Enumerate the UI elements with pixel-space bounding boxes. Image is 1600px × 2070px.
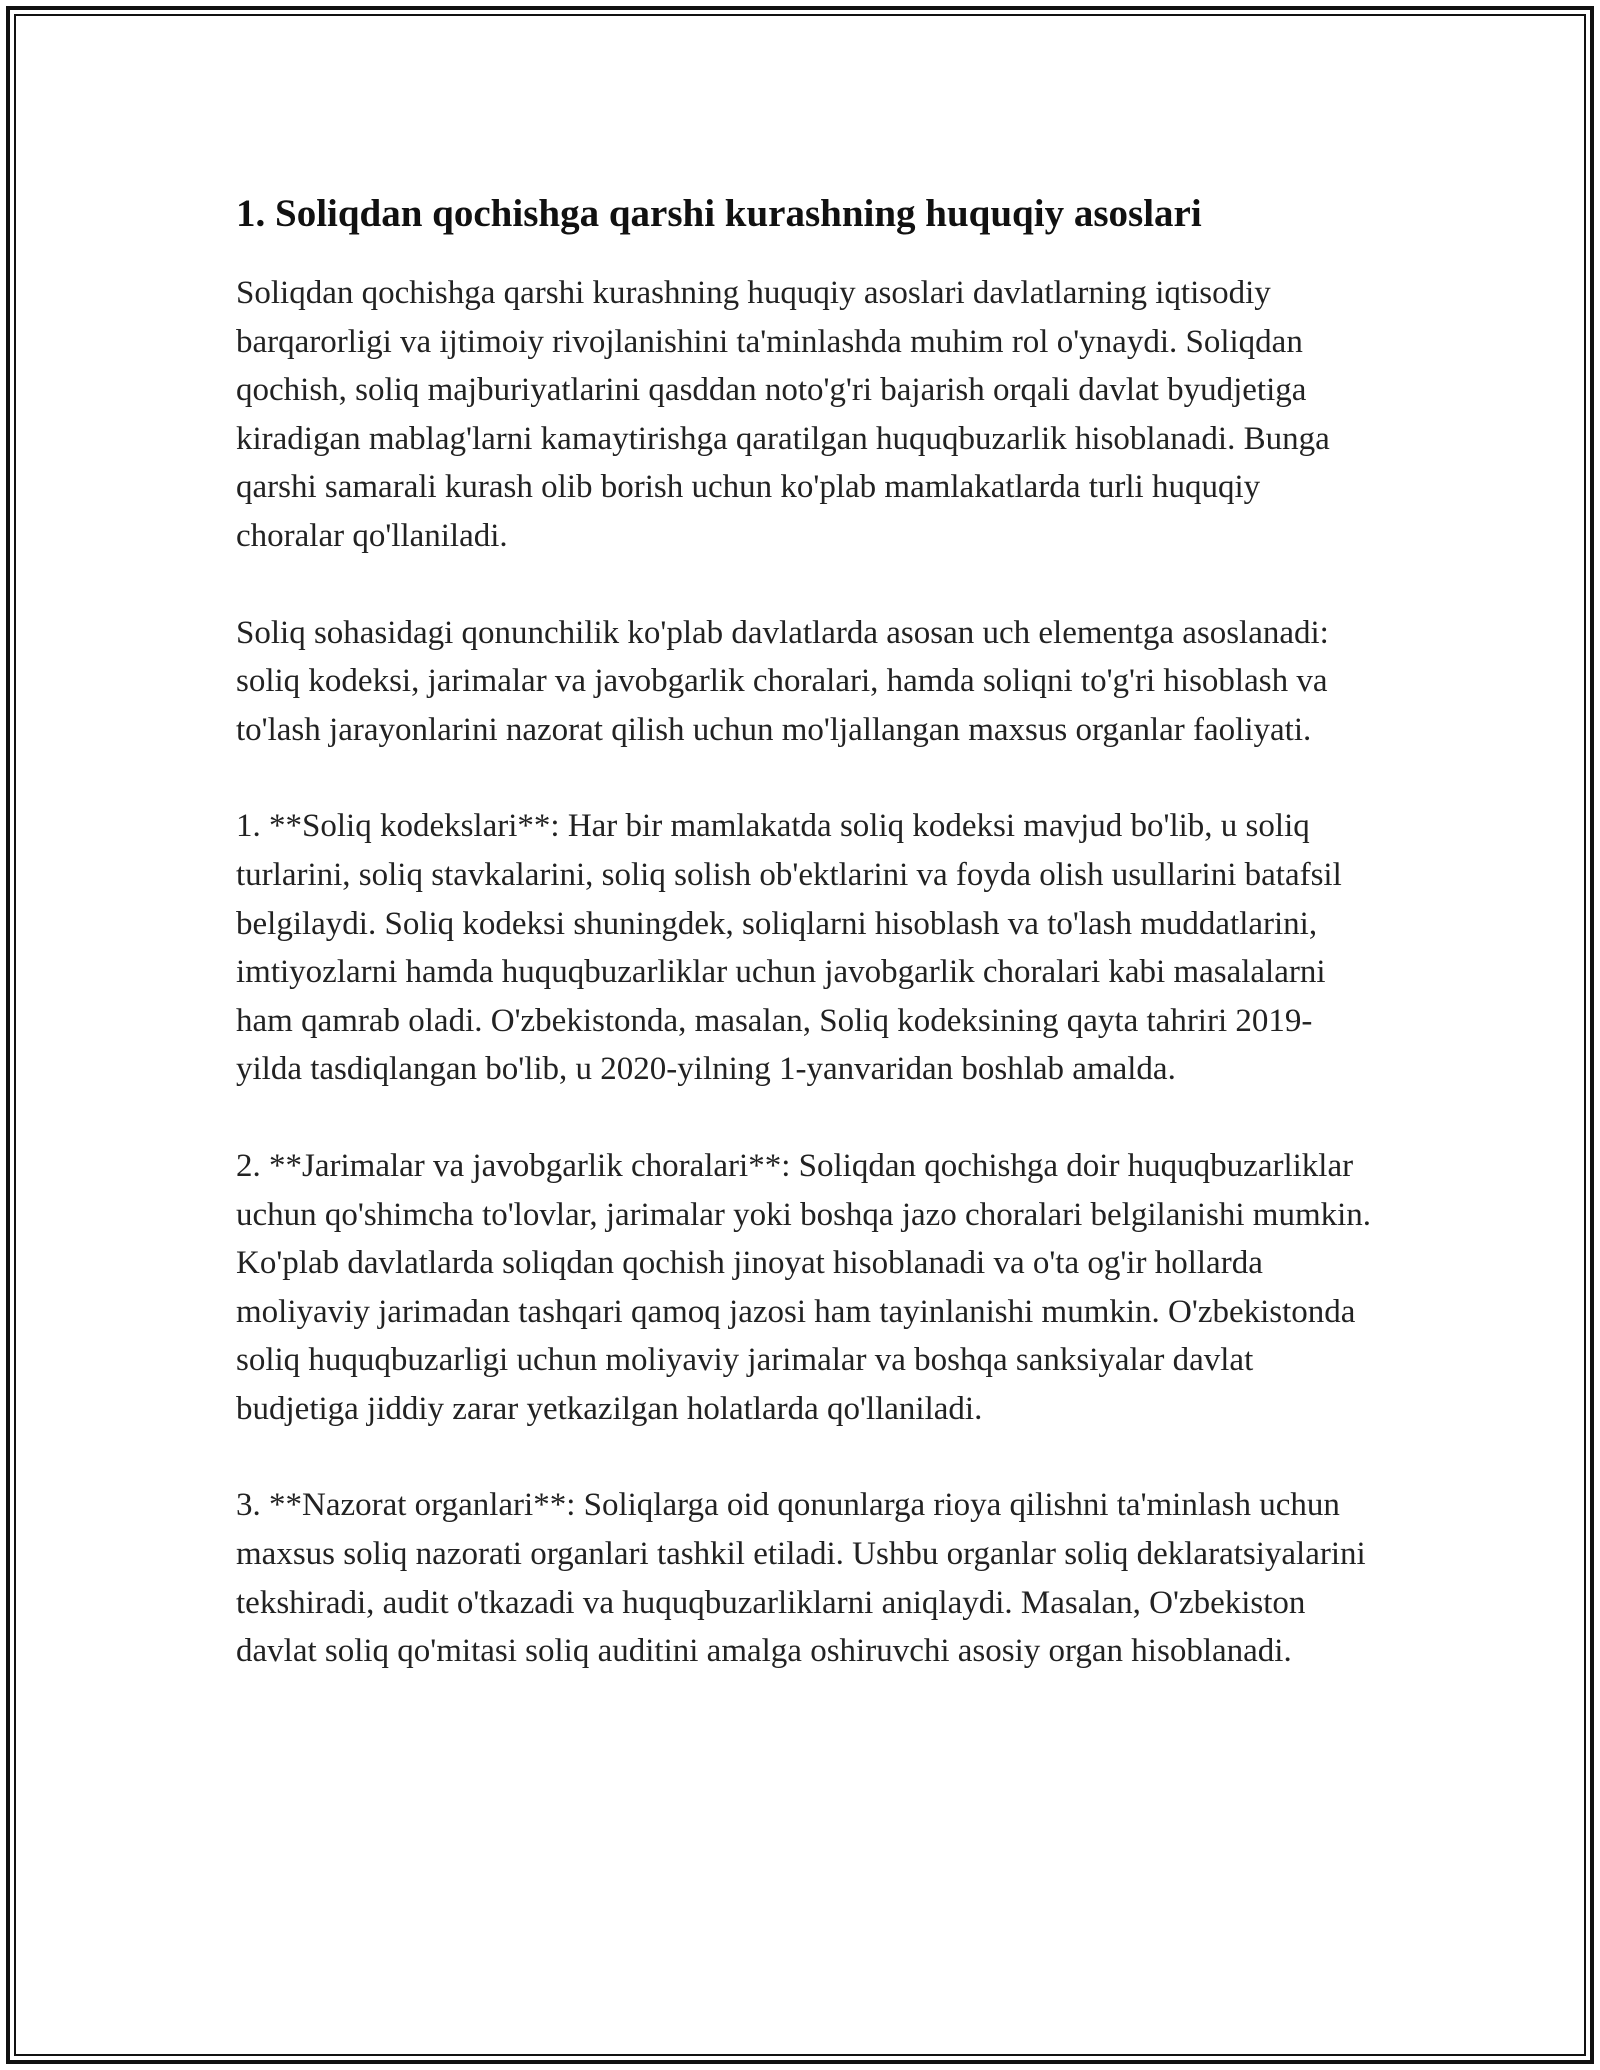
intro-paragraph: Soliqdan qochishga qarshi kurashning huquqiy asoslari davlatlarning iqtisodiy barqarorligi va ijtimoiy rivojlanishini ta'minlashda muhim rol o'ynaydi. Soliqdan qochish, soliq majburiyatlarini qasddan noto'g'ri bajarish orqali davlat byudjetiga kiradigan mablag'larni kamaytirishga qaratilgan huquqbuzarlik hisoblanadi. Bunga qarshi samarali kurash olib borish uchun ko'plab mamlakatlarda turli huquqiy choralar qo'llaniladi. (236, 275, 1330, 554)
control-bodies-paragraph: 3. **Nazorat organlari**: Soliqlarga oid qonunlarga rioya qilishni ta'minlash uchun maxsus soliq nazorati organlari tashkil etiladi. Ushbu organlar soliq deklaratsiyalarini tekshiradi, audit o'tkazadi va huquqbuzarliklarni aniqlaydi. Masalan, O'zbekiston davlat soliq qo'mitasi soliq auditini amalga oshiruvchi asosiy organ hisoblanadi. (236, 1487, 1366, 1670)
document-body (236, 185, 1376, 1724)
section-heading: 1. Soliqdan qochishga qarshi kurashning huquqiy asoslari (236, 192, 1202, 235)
tax-codes-paragraph: 1. **Soliq kodekslari**: Har bir mamlakatda soliq kodeksi mavjud bo'lib, u soliq turlarini, soliq stavkalarini, soliq solish ob'ektlarini va foyda olish usullarini batafsil belgilaydi. Soliq kodeksi shuningdek, soliqlarni hisoblash va to'lash muddatlarini, imtiyozlarni hamda huquqbuzarliklar uchun javobgarlik choralari kabi masalalarni ham qamrab oladi. O'zbekistonda, masalan, Soliq kodeksining qayta tahriri 2019-yilda tasdiqlangan bo'lib, u 2020-yilning 1-yanvaridan boshlab amalda. (236, 808, 1342, 1088)
legislation-paragraph: Soliq sohasidagi qonunchilik ko'plab davlatlarda asosan uch elementga asoslanadi: soliq kodeksi, jarimalar va javobgarlik choralari, hamda soliqni to'g'ri hisoblash va to'lash jarayonlarini nazorat qilish uchun mo'ljallangan maxsus organlar faoliyati. (236, 614, 1329, 748)
penalties-paragraph: 2. **Jarimalar va javobgarlik choralari**: Soliqdan qochishga doir huquqbuzarliklar uchun qo'shimcha to'lovlar, jarimalar yoki boshqa jazo choralari belgilanishi mumkin. Ko'plab davlatlarda soliqdan qochish jinoyat hisoblanadi va o'ta og'ir hollarda moliyaviy jarimadan tashqari qamoq jazosi ham tayinlanishi mumkin. O'zbekistonda soliq huquqbuzarligi uchun moliyaviy jarimalar va boshqa sanksiyalar davlat budjetiga jiddiy zarar yetkazilgan holatlarda qo'llaniladi. (236, 1147, 1372, 1427)
